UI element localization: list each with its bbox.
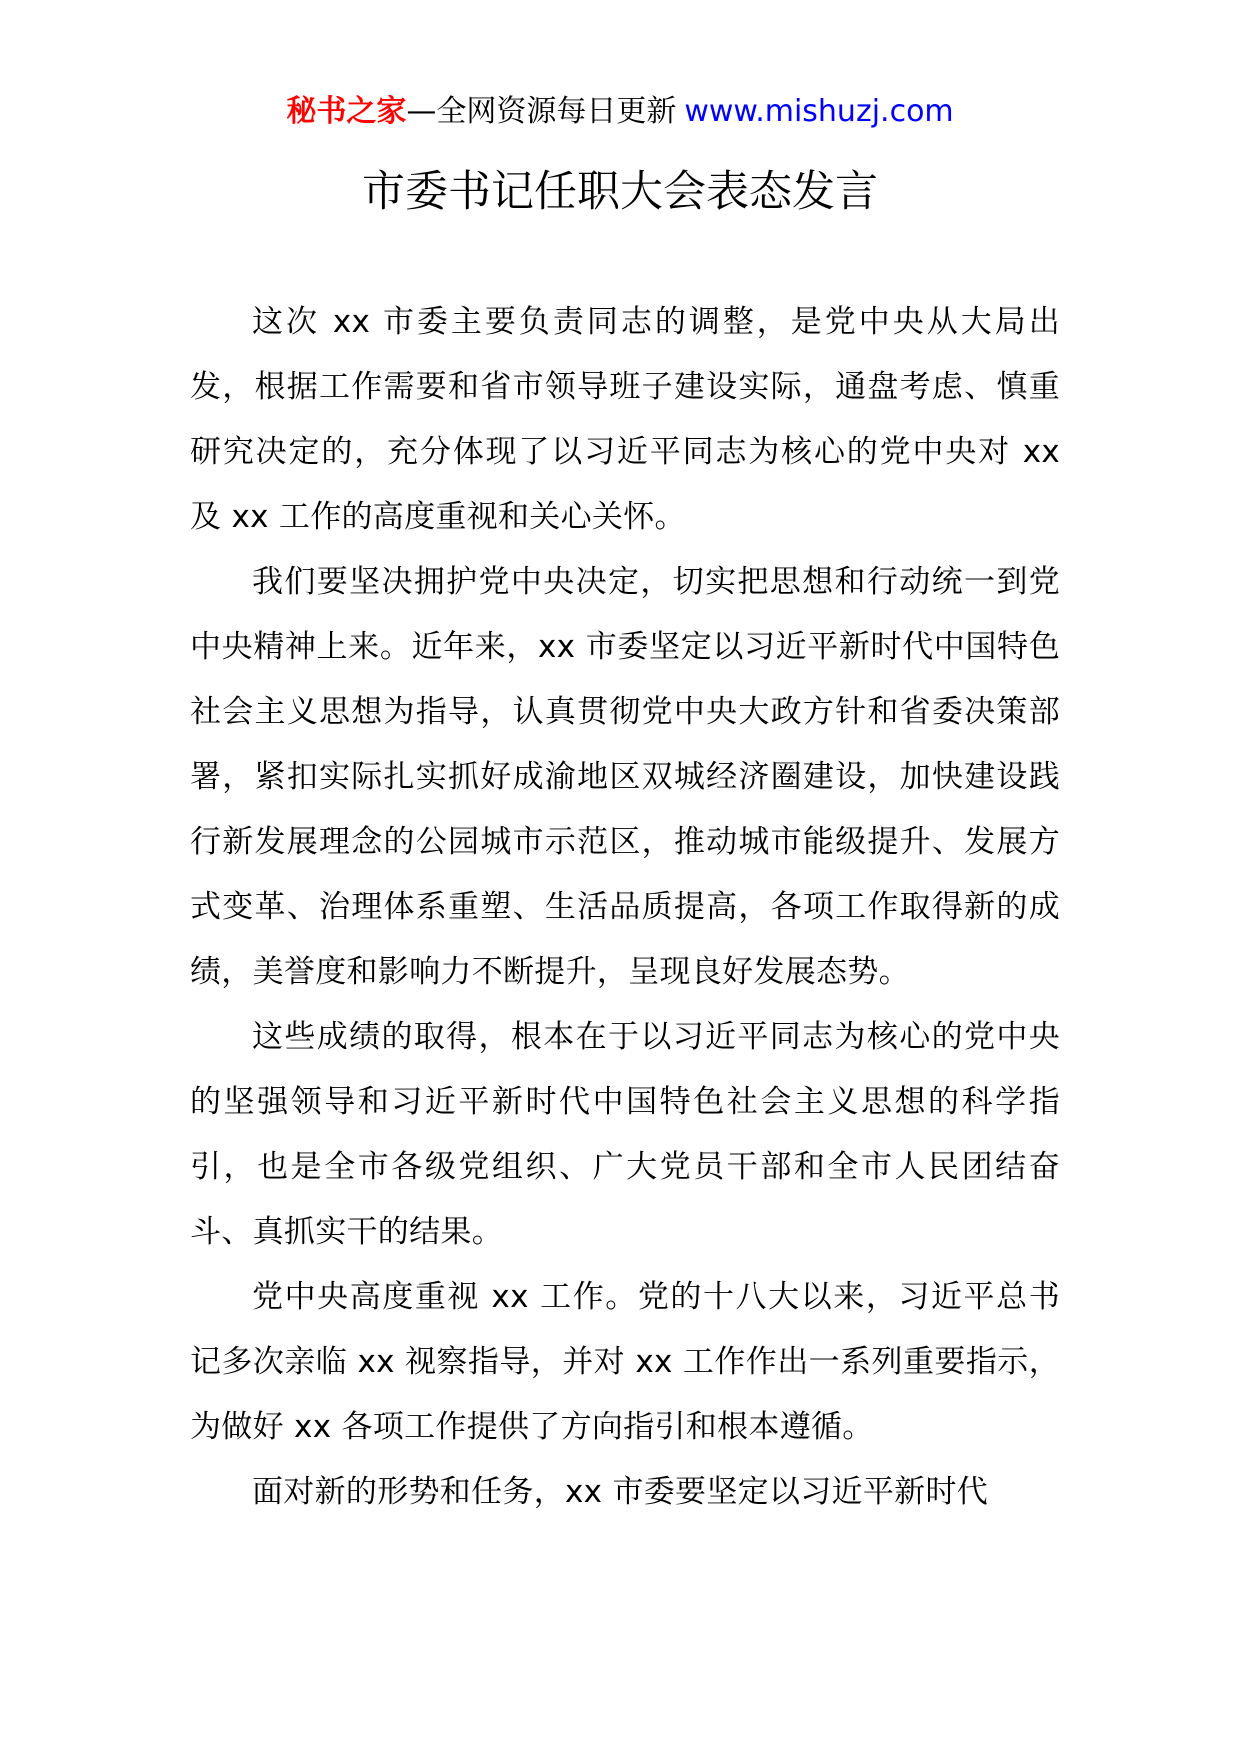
paragraph-1: 这次 xx 市委主要负责同志的调整，是党中央从大局出发，根据工作需要和省市领导班子建设实际，通盘考虑、慎重研究决定的，充分体现了以习近平同志为核心的党中央对 xx 及 xx 工作的高度重视和关心关怀。 bbox=[190, 304, 1060, 535]
document-title: 市委书记任职大会表态发言 bbox=[362, 167, 878, 217]
paragraph-4: 党中央高度重视 xx 工作。党的十八大以来，习近平总书记多次亲临 xx 视察指导，并对 xx 工作作出一系列重要指示，为做好 xx 各项工作提供了方向指引和根本遵循。 bbox=[190, 1279, 1060, 1445]
paragraph-3: 这些成绩的取得，根本在于以习近平同志为核心的党中央的坚强领导和习近平新时代中国特色社会主义思想的科学指引，也是全市各级党组织、广大党员干部和全市人民团结奋斗、真抓实干的结果。 bbox=[190, 1019, 1060, 1250]
document-body bbox=[190, 290, 1060, 1525]
site-tagline: —全网资源每日更新 bbox=[406, 94, 677, 129]
site-url-link[interactable]: www.mishuzj.com bbox=[684, 94, 954, 129]
site-brand: 秘书之家 bbox=[286, 94, 407, 129]
paragraph-5: 面对新的形势和任务，xx 市委要坚定以习近平新时代 bbox=[252, 1474, 989, 1510]
site-header bbox=[0, 92, 1240, 132]
paragraph-2: 我们要坚决拥护党中央决定，切实把思想和行动统一到党中央精神上来。近年来，xx 市委坚定以习近平新时代中国特色社会主义思想为指导，认真贯彻党中央大政方针和省委决策部署，紧扣实际扎实抓好成渝地区双城经济圈建设，加快建设践行新发展理念的公园城市示范区，推动城市能级提升、发展方式变革、治理体系重塑、生活品质提高，各项工作取得新的成绩，美誉度和影响力不断提升，呈现良好发展态势。 bbox=[190, 564, 1060, 990]
